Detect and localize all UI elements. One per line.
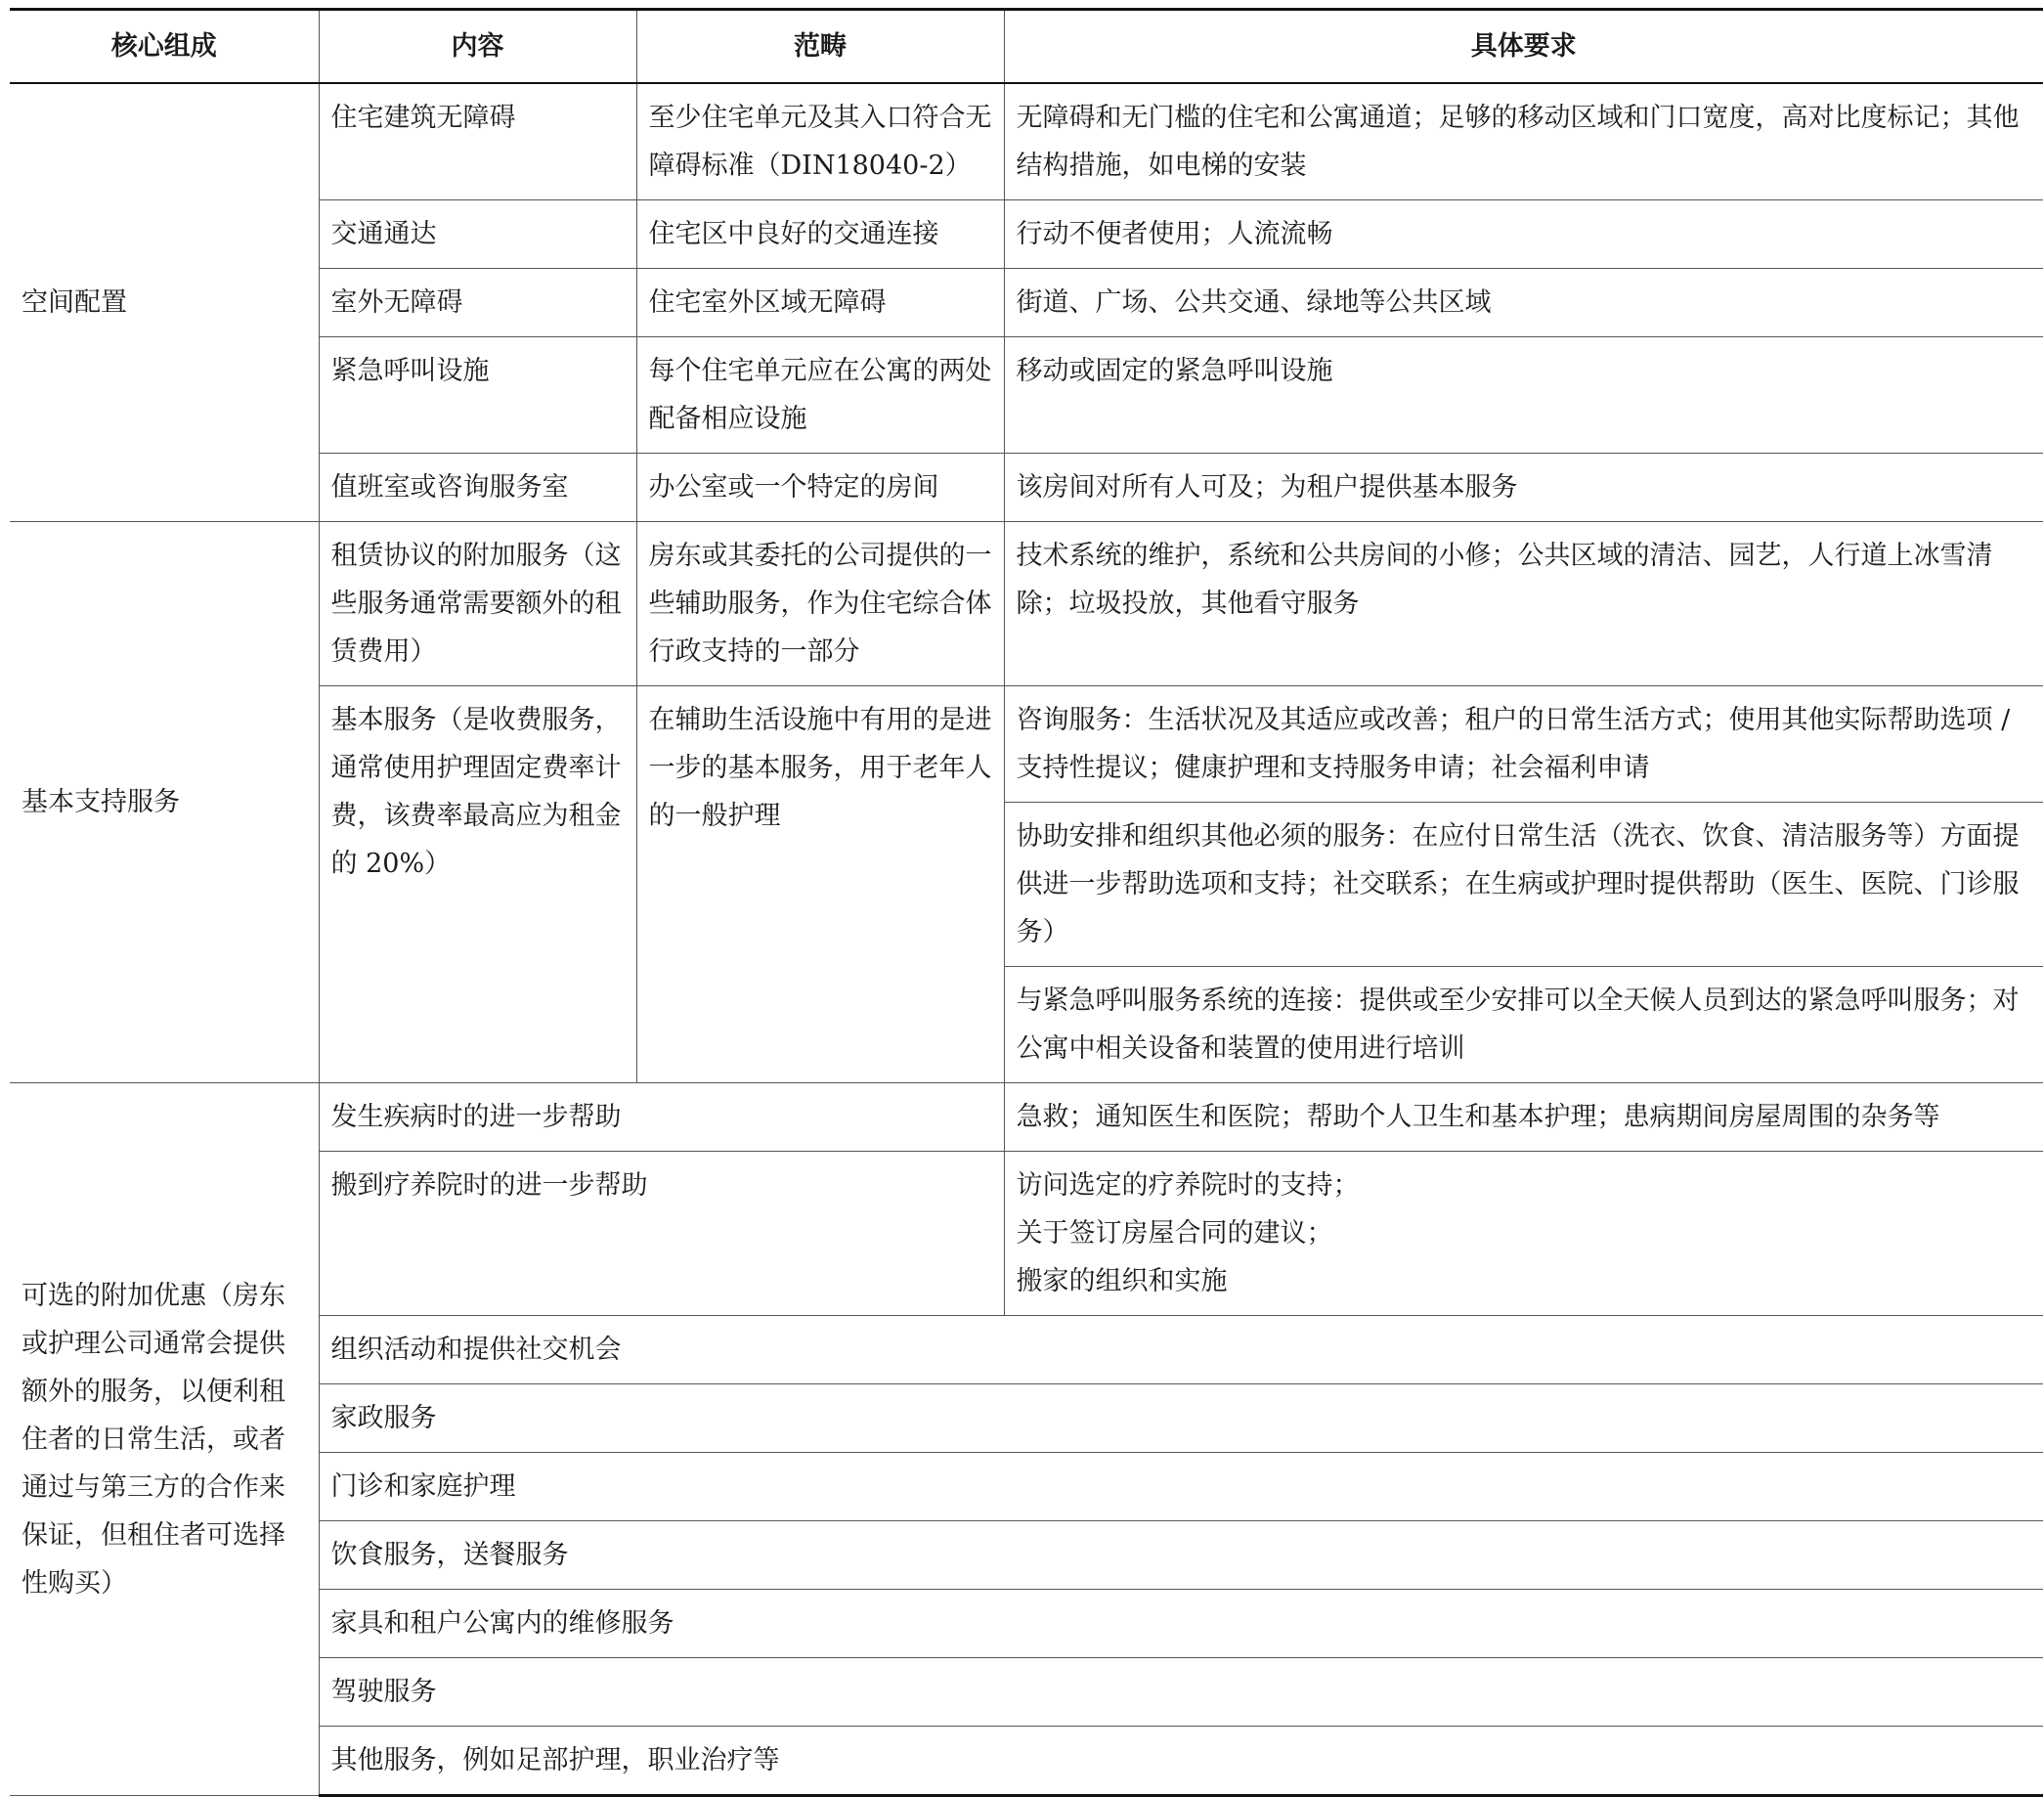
content-cell: 住宅建筑无障碍 xyxy=(319,83,636,200)
scope-cell: 住宅室外区域无障碍 xyxy=(636,269,1004,337)
section-title-optional: 可选的附加优惠（房东或护理公司通常会提供额外的服务，以便利租住者的日常生活，或者通过与第三方的合作来保证，但租住者可选择性购买） xyxy=(10,1083,319,1796)
requirement-line: 关于签订房屋合同的建议； xyxy=(1016,1218,1333,1249)
content-cell: 租赁协议的附加服务（这些服务通常需要额外的租赁费用） xyxy=(319,522,636,686)
requirement-cell: 技术系统的维护，系统和公共房间的小修；公共区域的清洁、园艺，人行道上冰雪清除；垃圾投放，其他看守服务 xyxy=(1004,522,2043,686)
header-scope: 范畴 xyxy=(636,10,1004,84)
requirement-cell: 协助安排和组织其他必须的服务：在应付日常生活（洗衣、饮食、清洁服务等）方面提供进一步帮助选项和支持；社交联系；在生病或护理时提供帮助（医生、医院、门诊服务） xyxy=(1004,803,2043,967)
content-cell: 驾驶服务 xyxy=(319,1658,2043,1727)
content-cell: 组织活动和提供社交机会 xyxy=(319,1316,2043,1384)
table-row xyxy=(10,522,2043,686)
scope-cell: 办公室或一个特定的房间 xyxy=(636,454,1004,522)
requirement-line: 搬家的组织和实施 xyxy=(1016,1266,1228,1296)
content-cell: 搬到疗养院时的进一步帮助 xyxy=(319,1152,1004,1316)
requirement-cell: 街道、广场、公共交通、绿地等公共区域 xyxy=(1004,269,2043,337)
content-cell: 室外无障碍 xyxy=(319,269,636,337)
content-cell: 门诊和家庭护理 xyxy=(319,1453,2043,1521)
requirement-cell: 该房间对所有人可及；为租户提供基本服务 xyxy=(1004,454,2043,522)
content-cell: 紧急呼叫设施 xyxy=(319,337,636,454)
header-requirements: 具体要求 xyxy=(1004,10,2043,84)
requirement-cell: 咨询服务：生活状况及其适应或改善；租户的日常生活方式；使用其他实际帮助选项 / 支持性提议；健康护理和支持服务申请；社会福利申请 xyxy=(1004,686,2043,803)
header-core-component: 核心组成 xyxy=(10,10,319,84)
section-title-spatial: 空间配置 xyxy=(10,83,319,522)
requirement-cell xyxy=(1004,1152,2043,1316)
requirement-cell: 行动不便者使用；人流流畅 xyxy=(1004,200,2043,269)
scope-cell: 房东或其委托的公司提供的一些辅助服务，作为住宅综合体行政支持的一部分 xyxy=(636,522,1004,686)
scope-cell: 住宅区中良好的交通连接 xyxy=(636,200,1004,269)
content-cell: 家具和租户公寓内的维修服务 xyxy=(319,1590,2043,1658)
content-cell: 家政服务 xyxy=(319,1384,2043,1453)
requirement-cell: 与紧急呼叫服务系统的连接：提供或至少安排可以全天候人员到达的紧急呼叫服务；对公寓中相关设备和装置的使用进行培训 xyxy=(1004,967,2043,1083)
header-content: 内容 xyxy=(319,10,636,84)
requirement-cell: 急救；通知医生和医院；帮助个人卫生和基本护理；患病期间房屋周围的杂务等 xyxy=(1004,1083,2043,1152)
scope-cell: 每个住宅单元应在公寓的两处配备相应设施 xyxy=(636,337,1004,454)
table-row xyxy=(10,1083,2043,1152)
content-cell: 其他服务，例如足部护理，职业治疗等 xyxy=(319,1727,2043,1796)
content-cell: 值班室或咨询服务室 xyxy=(319,454,636,522)
requirements-table xyxy=(10,8,2043,1797)
content-cell: 基本服务（是收费服务，通常使用护理固定费率计费，该费率最高应为租金的 20%） xyxy=(319,686,636,1083)
scope-cell: 在辅助生活设施中有用的是进一步的基本服务，用于老年人的一般护理 xyxy=(636,686,1004,1083)
content-cell: 饮食服务，送餐服务 xyxy=(319,1521,2043,1590)
table-row xyxy=(10,83,2043,200)
requirement-cell: 移动或固定的紧急呼叫设施 xyxy=(1004,337,2043,454)
header-row xyxy=(10,10,2043,84)
requirement-cell: 无障碍和无门槛的住宅和公寓通道；足够的移动区域和门口宽度，高对比度标记；其他结构措施，如电梯的安装 xyxy=(1004,83,2043,200)
section-title-basic-support: 基本支持服务 xyxy=(10,522,319,1083)
content-cell: 交通通达 xyxy=(319,200,636,269)
content-cell: 发生疾病时的进一步帮助 xyxy=(319,1083,1004,1152)
scope-cell: 至少住宅单元及其入口符合无障碍标准（DIN18040-2） xyxy=(636,83,1004,200)
requirement-line: 访问选定的疗养院时的支持； xyxy=(1016,1170,1360,1201)
